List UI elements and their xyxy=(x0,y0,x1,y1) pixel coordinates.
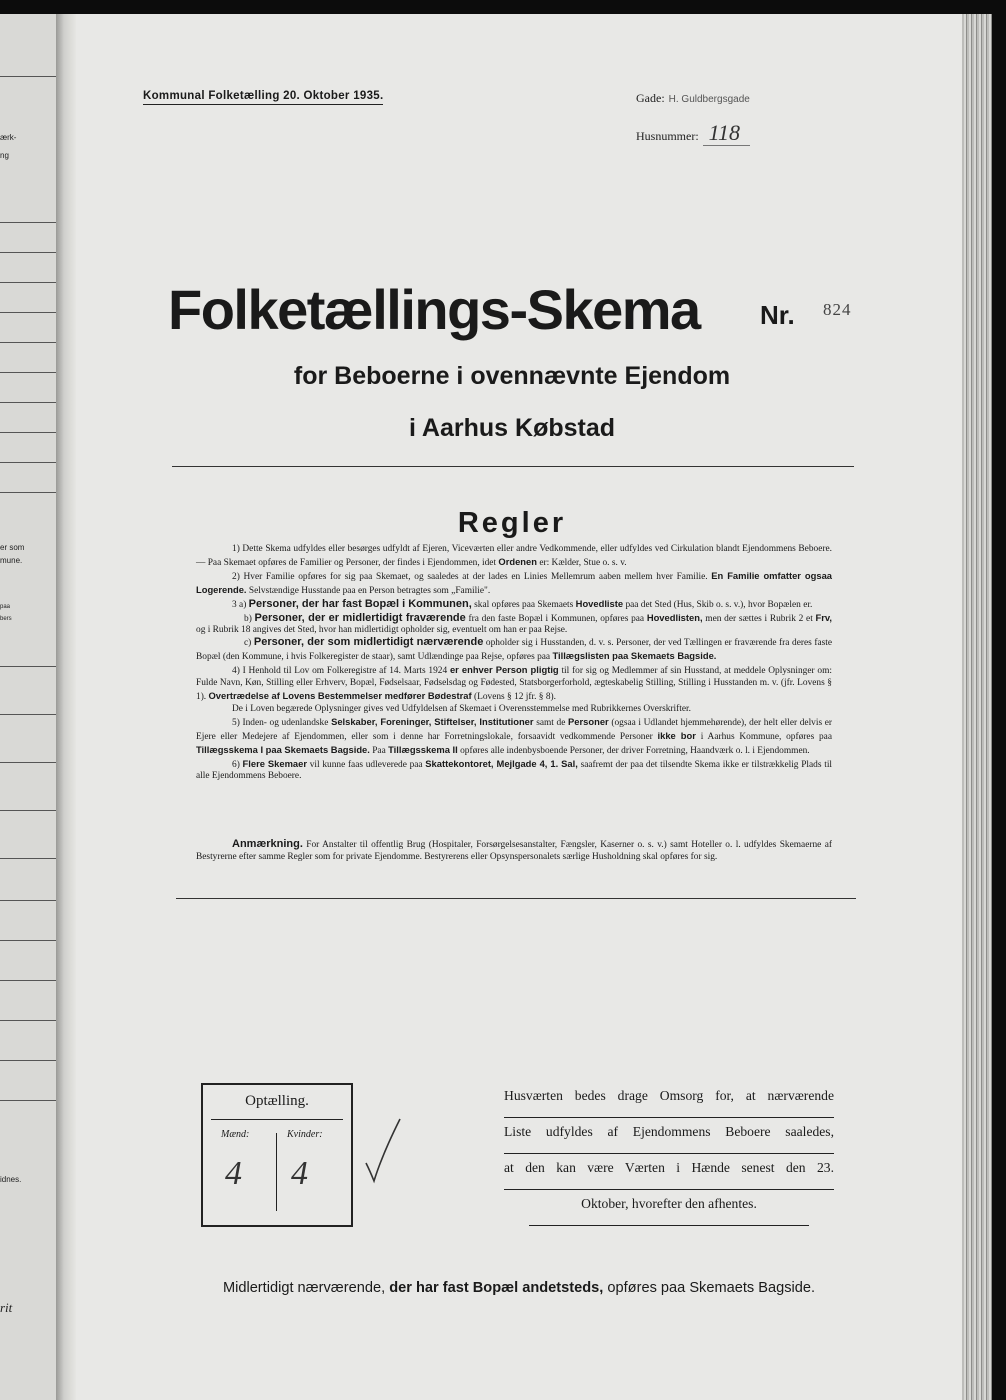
page-edge-stack xyxy=(962,14,992,1400)
page-fragment: bers xyxy=(0,616,12,622)
rules-heading: Regler xyxy=(457,507,567,539)
remark-label: Anmærkning. xyxy=(232,838,303,850)
divider xyxy=(176,898,856,899)
page-rule xyxy=(0,342,56,343)
check-mark-icon xyxy=(362,1115,404,1185)
page-rule xyxy=(0,1100,56,1101)
page-rule xyxy=(0,1020,56,1021)
count-divider xyxy=(211,1119,343,1120)
page-fragment: er som xyxy=(0,543,25,552)
form-subtitle-city: i Aarhus Købstad xyxy=(408,414,616,442)
form-subtitle: for Beboerne i ovennævnte Ejendom xyxy=(293,362,731,390)
page-rule xyxy=(0,980,56,981)
page-rule xyxy=(0,492,56,493)
remark-block xyxy=(196,838,832,863)
page-rule xyxy=(0,222,56,223)
page-rule xyxy=(0,282,56,283)
landlord-instructions-line: Oktober, hvorefter den afhentes. xyxy=(529,1190,809,1226)
divider xyxy=(172,466,854,467)
landlord-instructions-line: Liste udfyldes af Ejendommens Beboere saaledes, xyxy=(504,1118,834,1154)
landlord-instructions-line: at den kan være Værten i Hænde senest den 23. xyxy=(504,1154,834,1190)
rule-3a: 3 a) Personer, der har fast Bopæl i Kommunen, skal opføres paa Skemaets Hovedliste paa det Sted (Hus, Skib o. s. v.), hvor Bopælen er. xyxy=(232,597,813,610)
men-count: 4 xyxy=(225,1155,242,1192)
rule-5: 5) Inden- og udenlandske Selskaber, Foreninger, Stiftelser, Institutioner samt de Personer (ogsaa i Udlandet hjemmehørende), der helt eller delvis er Ejere eller Medejere af Ejendommen, eller som i denne har Forretningslokale, forsaavidt vedkommende Personer ikke bor i Aarhus Kommune, opføres paa Tillægsskema I paa Skemaets Bagside. Paa Tillægsskema II opføres alle indenbysboende Personer, der driver Forretning, Haandværk o. l. i Ejendommen. xyxy=(196,715,833,756)
page-fragment: ng xyxy=(0,151,9,160)
count-column-divider xyxy=(276,1133,277,1211)
rules-body xyxy=(196,544,832,783)
women-label: Kvinder: xyxy=(287,1129,323,1140)
page-fragment: idnes. xyxy=(0,1175,22,1184)
landlord-instructions-line: Husværten bedes drage Omsorg for, at nærværende xyxy=(504,1082,834,1118)
rule-2: 2) Hver Familie opføres for sig paa Skemaet, og saaledes at der lades en Linies Mellemrum aaben mellem hver Familie. En Familie omfatter ogsaa Logerende. Selvstændige Husstande paa en Person betragtes som „Familie". xyxy=(196,569,833,596)
page-rule xyxy=(0,252,56,253)
page-rule xyxy=(0,76,56,77)
form-number-value: 824 xyxy=(823,300,852,319)
men-label: Mænd: xyxy=(221,1129,250,1140)
street-stamp: H. Guldbergsgade xyxy=(668,94,750,105)
rule-6: 6) Flere Skemaer vil kunne faas udleverede paa Skattekontoret, Mejlgade 4, 1. Sal, saafremt der paa det tilsendte Skema ikke er tilstrækkelig Plads til alle Ejendommens Beboere. xyxy=(196,757,833,782)
book-gutter xyxy=(56,14,76,1400)
rule-3b: b) Personer, der er midlertidigt fraværende fra den faste Bopæl i Kommunen, opføres paa Hovedlisten, men der sættes i Rubrik 2 et Frv, og i Rubrik 18 angives det Sted, hvor han midlertidigt opholder sig, eventuelt om han er paa Rejse. xyxy=(196,611,833,636)
form-title: Folketællings-Skema xyxy=(168,278,700,341)
street-field xyxy=(636,89,750,107)
page-fragment: ærk- xyxy=(0,133,17,142)
page-rule xyxy=(0,312,56,313)
landlord-instructions xyxy=(504,1082,834,1226)
page-rule xyxy=(0,1060,56,1061)
rule-3c: c) Personer, der som midlertidigt nærværende opholder sig i Husstanden, d. v. s. Personer, der ved Tællingen er fraværende fra deres faste Bopæl (den Kommune, i hvis Folkeregister de staar), samt Udlændinge paa Rejse, opføres paa Tillægslisten paa Skemaets Bagside. xyxy=(196,636,833,663)
street-label: Gade: xyxy=(636,91,665,105)
previous-page-strip xyxy=(0,14,56,1400)
page-rule xyxy=(0,900,56,901)
form-number-label: Nr. xyxy=(760,300,795,330)
page-rule xyxy=(0,714,56,715)
census-header: Kommunal Folketælling 20. Oktober 1935. xyxy=(143,90,383,105)
count-title: Optælling. xyxy=(245,1093,309,1109)
women-count: 4 xyxy=(291,1155,308,1192)
page-rule xyxy=(0,372,56,373)
page-rule xyxy=(0,858,56,859)
remark-text: For Anstalter til offentlig Brug (Hospitaler, Forsørgelsesanstalter, Fængsler, Kaserner o. s. v.) samt Hoteller o. l. udfyldes Skemaerne af Bestyrerne efter samme Regler som for private Ejendomme. Bestyrerens eller Opsynspersonalets særlige Husholdning skal opføres for sig. xyxy=(196,840,832,862)
house-number-label: Husnummer: xyxy=(636,129,699,143)
page-fragment: mune. xyxy=(0,556,23,565)
page-fragment: rit xyxy=(0,1300,13,1315)
page-fragment: paa xyxy=(0,604,11,610)
house-number-field xyxy=(636,120,750,146)
page-rule xyxy=(0,402,56,403)
footer-note: Midlertidigt nærværende, der har fast Bopæl andetsteds, opføres paa Skemaets Bagside. xyxy=(222,1280,816,1296)
rule-4: 4) I Henhold til Lov om Folkeregistre af 14. Marts 1924 er enhver Person pligtig til for sig og Medlemmer af sin Husstand, at meddele Oplysninger om: Fulde Navn, Køn, Stilling eller Erhverv, Bopæl, Fødselsaar, Fødselsdag og Fødested, Statsborgerforhold, ægteskabelig Stilling, Stilling i Husstanden m. v. (jfr. Lovens § 1). Overtrædelse af Lovens Bestemmelser medfører Bødestraf (Lovens § 12 jfr. § 8). xyxy=(196,664,833,702)
page-rule xyxy=(0,810,56,811)
page-rule xyxy=(0,462,56,463)
rule-1: 1) Dette Skema udfyldes eller besørges udfyldt af Ejeren, Viceværten eller andre Vedkommende, eller udfyldes ved Cirkulation blandt Ejendommens Beboere. — Paa Skemaet opføres de Familier og Personer, der findes i Ejendommen, idet Ordenen er: Kælder, Stue o. s. v. xyxy=(196,544,832,568)
count-box xyxy=(201,1083,353,1227)
page-rule xyxy=(0,762,56,763)
page-rule xyxy=(0,940,56,941)
page-rule xyxy=(0,432,56,433)
page-rule xyxy=(0,666,56,667)
rule-4-note: De i Loven begærede Oplysninger gives ved Udfyldelsen af Skemaet i Overensstemmelse med Rubrikkernes Overskrifter. xyxy=(232,703,691,714)
house-number-value: 118 xyxy=(703,120,750,146)
